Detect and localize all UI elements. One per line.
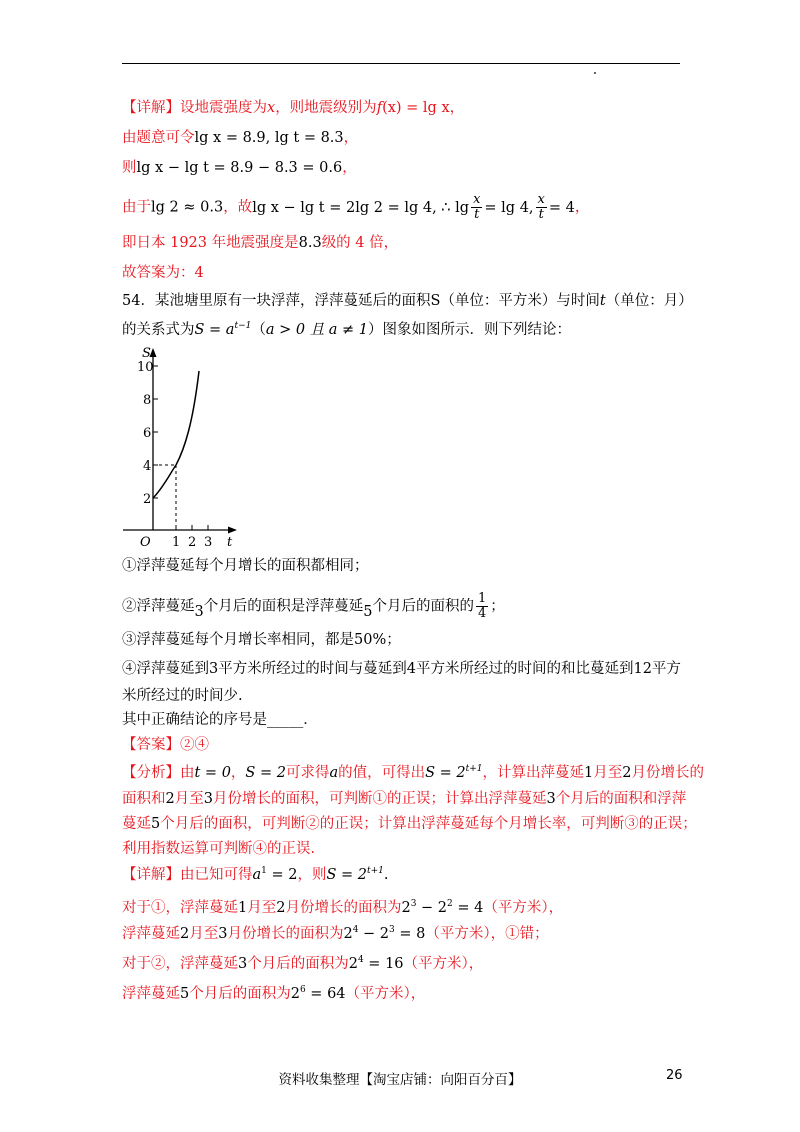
analysis-line-3: 蔓延5个月后的面积，可判断②的正误；计算出浮萍蔓延每个月增长率，可判断③的正误； <box>122 816 697 832</box>
page-number: 26 <box>666 1068 683 1083</box>
y-tick-10: 10 <box>137 360 154 375</box>
x-axis-arrow <box>228 527 237 534</box>
detail-line-2: 由题意可令lg x = 8.9, lg t = 8.3， <box>122 130 359 146</box>
y-tick-8: 8 <box>143 393 152 408</box>
analysis-line-1: 【分析】由t = 0，S = 2可求得a的值，可得出$S = 2^{t+1}$，计算出萍蔓延1月至2月份增长的 <box>122 764 704 781</box>
header-dot <box>594 72 596 74</box>
y-tick-2: 2 <box>143 492 152 507</box>
detail-line-3: 则lg x − lg t = 8.9 − 8.3 = 0.6， <box>122 160 357 176</box>
option-4-line-1: ④浮萍蔓延到3平方米所经过的时间与蔓延到4平方米所经过的时间的和比蔓延到12平方 <box>122 661 681 677</box>
y-axis-label: S <box>142 346 151 361</box>
detail2-line-4: 对于②，浮萍蔓延3个月后的面积为$2^4 = 16$（平方米）， <box>122 955 484 972</box>
x-axis-label: t <box>227 535 233 550</box>
analysis-line-4: 利用指数运算可判断④的正误. <box>122 841 316 857</box>
origin-label: O <box>140 535 151 550</box>
detail-line-5: 即日本 1923 年地震强度是8.3级的 4 倍， <box>122 235 399 251</box>
question-line-1: 54．某池塘里原有一块浮萍，浮萍蔓延后的面积S（单位：平方米）与时间t（单位：月） <box>122 293 693 309</box>
analysis-line-2: 面积和2月至3月份增长的面积，可判断①的正误；计算出浮萍蔓延3个月后的面积和浮萍 <box>122 791 687 807</box>
detail2-line-1: 【详解】由已知可得$a^1 = 2$，则$S = 2^{t+1}$. <box>122 866 389 883</box>
option-2: ②浮萍蔓延3个月后的面积是浮萍蔓延5个月后的面积的 $\frac{1}{4}$ ； <box>122 591 505 621</box>
answer-tag-line: 【答案】②④ <box>122 737 209 753</box>
x-tick-1: 1 <box>172 535 181 550</box>
detail2-line-3: 浮萍蔓延2月至3月份增长的面积为$2^4 - 2^3 = 8$（平方米），①错； <box>122 925 549 942</box>
question-line-2: 的关系式为$S = a^{t-1}(a > 0$ 且 a ≠ 1）图象如图所示．则下列结论： <box>122 321 572 338</box>
option-1: ①浮萍蔓延每个月增长的面积都相同； <box>122 558 369 574</box>
y-tick-6: 6 <box>143 426 152 441</box>
x-tick-2: 2 <box>188 535 197 550</box>
answer-line: 故答案为：4 <box>122 265 204 281</box>
detail2-line-2: 对于①，浮萍蔓延1月至2月份增长的面积为$2^3 - 2^2 = 4$（平方米）， <box>122 899 564 916</box>
option-4-line-2: 米所经过的时间少. <box>122 688 243 704</box>
question-ask: 其中正确结论的序号是_____． <box>122 712 318 728</box>
x-tick-3: 3 <box>204 535 213 550</box>
detail2-line-5: 浮萍蔓延5个月后的面积为$2^6 = 64$（平方米）， <box>122 985 426 1002</box>
y-tick-4: 4 <box>143 459 152 474</box>
option-3: ③浮萍蔓延每个月增长率相同，都是50%； <box>122 632 401 648</box>
detail-line-4: 由于lg 2 ≈ 0.3，故lg x − lg t = 2lg 2 = lg 4, ∴ lg $\frac{x}{t}$ = lg 4, $\frac{x}{t}$ = 4， <box>122 192 590 222</box>
footer-text: 资料收集整理【淘宝店铺：向阳百分百】 <box>278 1072 522 1088</box>
detail-line-1: 【详解】设地震强度为x，则地震级别为f(x) = lg x， <box>122 100 465 116</box>
header-rule <box>122 63 680 64</box>
function-graph <box>115 340 245 550</box>
